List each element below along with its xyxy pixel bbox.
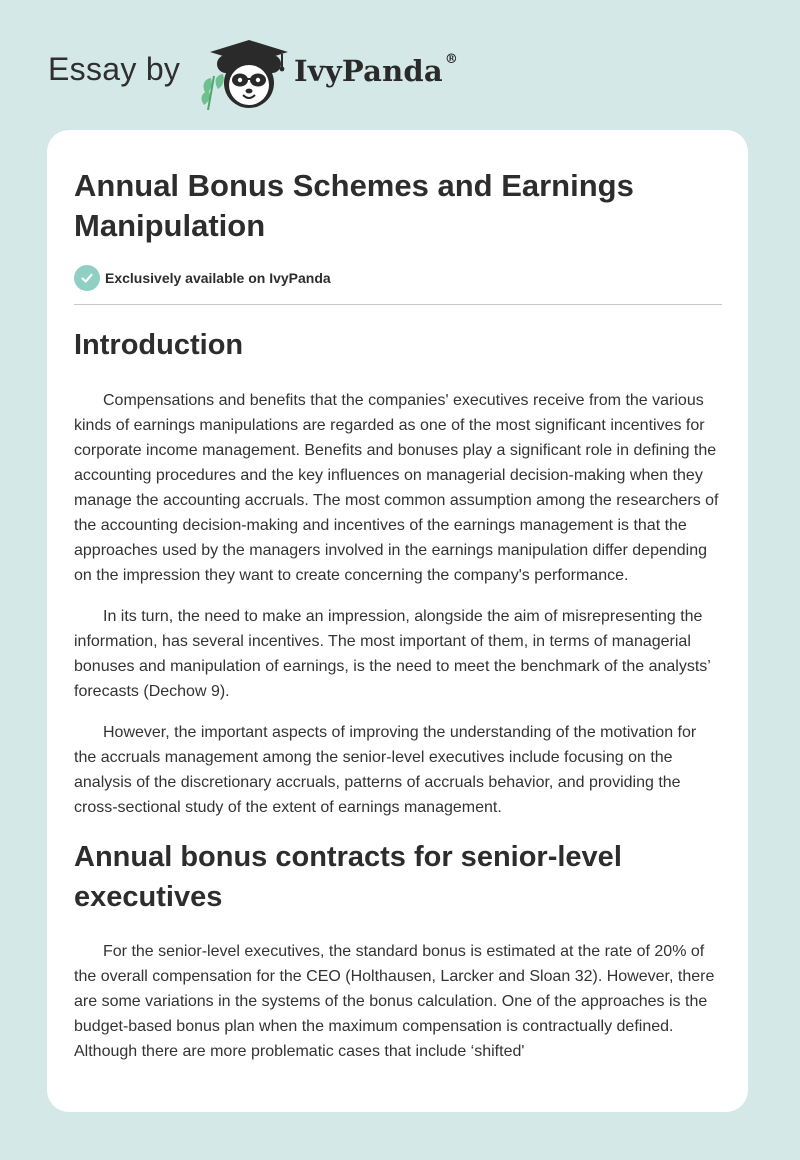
- registered-mark: ®: [444, 52, 459, 67]
- section-introduction: [74, 325, 722, 820]
- brand-name-text: IvyPanda: [294, 54, 443, 88]
- paragraph: For the senior-level executives, the standard bonus is estimated at the rate of 20% of the overall compensation for the CEO (Holthausen, Larcker and Sloan 32). However, there are some variations in the systems of the bonus calculation. One of the approaches is the budget-based bonus plan when the maximum compensation is contractually defined. Although there are more problematic cases that include ‘shifted': [74, 943, 715, 1060]
- essay-card: [47, 130, 748, 1112]
- exclusive-badge: [74, 264, 722, 292]
- brand-header: [48, 30, 508, 110]
- panda-logo-graphic: [200, 34, 292, 112]
- check-mark-graphic: [80, 271, 94, 285]
- brand-name: [294, 54, 458, 88]
- check-circle-icon: [74, 265, 100, 291]
- section-heading: Introduction: [74, 329, 244, 361]
- paragraph: Compensations and benefits that the companies' executives receive from the various kinds of earnings manipulations are regarded as one of the most significant incentives for corporate income management. Benefits and bonuses play a significant role in defining the accounting procedures and the key influences on managerial decision-making when they manage the accounting accruals. The most common assumption among the researchers of the accounting decision-making and incentives of the earnings management is that the approaches used by the managers involved in the earnings manipulation differ depending on the impression they want to create concerning the company's performance.: [74, 392, 719, 584]
- panda-logo-icon: [200, 34, 292, 117]
- paragraph: In its turn, the need to make an impression, alongside the aim of misrepresenting the information, has several incentives. The most important of them, in terms of managerial bonuses and manipulation of earnings, is the need to meet the benchmark of the analysts’ forecasts (Dechow 9).: [74, 608, 711, 700]
- paragraph: However, the important aspects of improving the understanding of the motivation for the accruals management among the senior-level executives include focusing on the analysis of the discretionary accruals, patterns of accruals behavior, and providing the cross-sectional study of the extent of earnings management.: [74, 724, 697, 816]
- section-heading: Annual bonus contracts for senior-level executives: [74, 841, 622, 913]
- essay-content: [74, 166, 722, 1064]
- title-divider: [74, 304, 722, 305]
- section-annual-bonus-contracts: [74, 837, 722, 1064]
- brand-prefix: Essay by: [48, 51, 181, 87]
- essay-title: Annual Bonus Schemes and Earnings Manipulation: [74, 168, 634, 243]
- exclusive-badge-text: Exclusively available on IvyPanda: [105, 270, 331, 286]
